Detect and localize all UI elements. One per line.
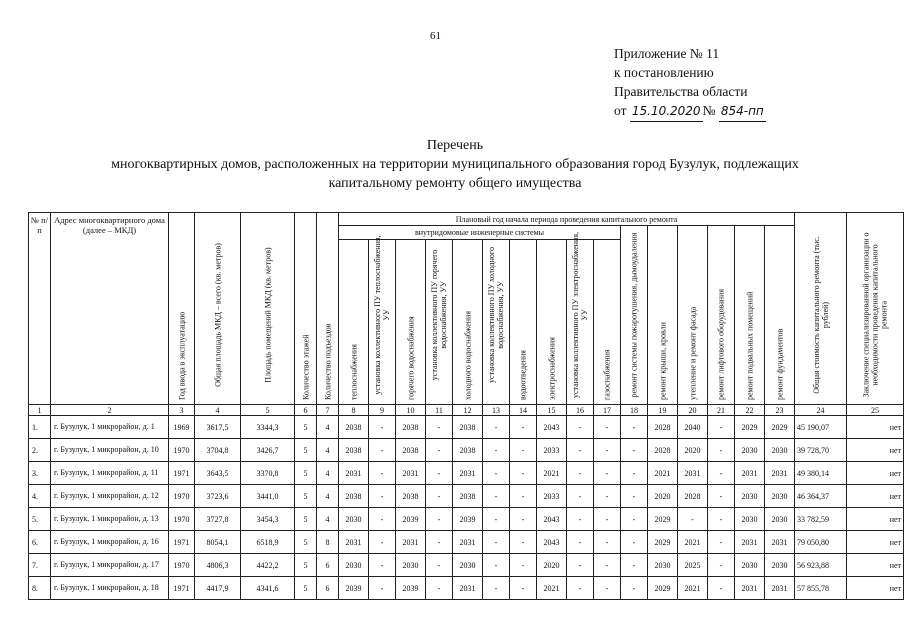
title-line-1: многоквартирных домов, расположенных на территории муниципального образования город Бузулук, подлежащих — [111, 157, 799, 172]
column-number-6: 6 — [295, 405, 317, 416]
table-cell: 2038 — [396, 485, 426, 508]
table-cell: - — [708, 485, 735, 508]
column-number-23: 23 — [765, 405, 795, 416]
table-cell: 1970 — [169, 508, 195, 531]
table-cell: 2038 — [453, 485, 483, 508]
table-cell: 5 — [295, 462, 317, 485]
conclusion-cell: нет — [847, 508, 904, 531]
number-label: № — [702, 103, 716, 118]
cost-cell: 45 190,07 — [795, 416, 847, 439]
column-number-22: 22 — [735, 405, 765, 416]
header-sub-6: установка коллективного ПУ холодного водоснабжения, УУ — [487, 247, 505, 383]
header-sub-2: установка коллективного ПУ теплоснабжения, УУ — [373, 235, 391, 395]
table-cell: - — [708, 531, 735, 554]
table-cell: 2020 — [648, 485, 678, 508]
housing-table — [28, 212, 904, 600]
table-cell: - — [567, 531, 594, 554]
header-conclusion: Заключение специализированной организации о необходимости проведения капитального ремонта — [861, 232, 889, 398]
header-sub-4: установка коллективного ПУ горячего водоснабжения, УУ — [430, 249, 448, 381]
header-foundation: ремонт фундаментов — [775, 328, 784, 400]
table-cell: - — [708, 439, 735, 462]
table-cell: - — [426, 462, 453, 485]
header-facade: утепление и ремонт фасада — [688, 306, 697, 400]
table-cell: 4341,6 — [241, 577, 295, 600]
header-sub-1: теплоснабжения — [349, 344, 358, 400]
table-cell: - — [483, 554, 510, 577]
conclusion-cell: нет — [847, 416, 904, 439]
header-sub-3: горячего водоснабжения — [406, 316, 415, 400]
table-cell: 2033 — [537, 439, 567, 462]
table-cell: 3441,0 — [241, 485, 295, 508]
table-cell: - — [483, 508, 510, 531]
table-cell: - — [621, 416, 648, 439]
table-cell: 2043 — [537, 531, 567, 554]
table-cell: 2030 — [453, 554, 483, 577]
table-cell: 5 — [295, 531, 317, 554]
table-cell: 2038 — [339, 416, 369, 439]
appendix-line-2: к постановлению — [614, 65, 714, 80]
table-cell: 2038 — [453, 416, 483, 439]
table-cell: 2030 — [765, 485, 795, 508]
table-cell: - — [621, 485, 648, 508]
table-cell: 3426,7 — [241, 439, 295, 462]
header-engineering-systems: внутридомовые инженерные системы — [339, 226, 621, 240]
table-cell: - — [621, 531, 648, 554]
table-cell: - — [510, 531, 537, 554]
table-cell: - — [708, 416, 735, 439]
table-cell: - — [594, 554, 621, 577]
table-cell: - — [483, 577, 510, 600]
header-num: № п/п — [29, 213, 51, 405]
table-cell: - — [594, 416, 621, 439]
table-cell: 3344,3 — [241, 416, 295, 439]
table-cell: 2028 — [648, 416, 678, 439]
table-cell: 2031 — [453, 531, 483, 554]
table-cell: - — [426, 531, 453, 554]
table-cell: - — [510, 508, 537, 531]
header-sub-5: холодного водоснабжения — [463, 310, 472, 400]
cost-cell: 39 728,70 — [795, 439, 847, 462]
table-cell: - — [621, 439, 648, 462]
column-number-4: 4 — [195, 405, 241, 416]
table-cell: 2039 — [396, 577, 426, 600]
table-cell: 6 — [317, 577, 339, 600]
table-cell: 2039 — [339, 577, 369, 600]
column-number-3: 3 — [169, 405, 195, 416]
row-number: 8. — [29, 577, 51, 600]
table-cell: 5 — [295, 416, 317, 439]
appendix-date-line — [614, 101, 766, 122]
table-cell: - — [708, 554, 735, 577]
table-cell: - — [483, 485, 510, 508]
header-cost: Общая стоимость капитального ремонта (тыс. рублей) — [811, 236, 830, 394]
table-cell: 4806,3 — [195, 554, 241, 577]
table-cell: 2030 — [765, 439, 795, 462]
table-cell: 2038 — [453, 439, 483, 462]
handwritten-number: 854-пп — [719, 102, 766, 122]
table-cell: 2030 — [735, 439, 765, 462]
address-cell: г. Бузулук, 1 микрорайон, д. 12 — [51, 485, 169, 508]
table-cell: - — [426, 554, 453, 577]
table-cell: 2038 — [339, 485, 369, 508]
table-cell: 5 — [295, 554, 317, 577]
document-title — [40, 136, 870, 193]
table-cell: 2030 — [648, 554, 678, 577]
table-cell: - — [510, 554, 537, 577]
column-number-12: 12 — [453, 405, 483, 416]
table-cell: 4 — [317, 462, 339, 485]
table-cell: - — [594, 439, 621, 462]
column-number-16: 16 — [567, 405, 594, 416]
table-cell: - — [621, 577, 648, 600]
column-number-10: 10 — [396, 405, 426, 416]
table-cell: 2031 — [735, 577, 765, 600]
table-cell: 2029 — [648, 577, 678, 600]
appendix-line-3: Правительства области — [614, 84, 748, 99]
column-number-20: 20 — [678, 405, 708, 416]
cost-cell: 33 782,59 — [795, 508, 847, 531]
table-cell: 2031 — [765, 577, 795, 600]
column-number-5: 5 — [241, 405, 295, 416]
table-cell: 2020 — [678, 439, 708, 462]
table-cell: - — [369, 531, 396, 554]
address-cell: г. Бузулук, 1 микрорайон, д. 11 — [51, 462, 169, 485]
table-cell: - — [567, 508, 594, 531]
appendix-line-1: Приложение № 11 — [614, 46, 720, 61]
table-cell: - — [426, 508, 453, 531]
table-cell: - — [594, 485, 621, 508]
table-cell: 2040 — [678, 416, 708, 439]
table-cell: 4422,2 — [241, 554, 295, 577]
table-row — [29, 554, 904, 577]
housing-table-wrap — [28, 212, 902, 600]
table-cell: 2031 — [339, 531, 369, 554]
column-number-1: 1 — [29, 405, 51, 416]
cost-cell: 46 364,37 — [795, 485, 847, 508]
from-label: от — [614, 103, 627, 118]
column-number-2: 2 — [51, 405, 169, 416]
table-row — [29, 462, 904, 485]
cost-cell: 57 855,78 — [795, 577, 847, 600]
address-cell: г. Бузулук, 1 микрорайон, д. 10 — [51, 439, 169, 462]
table-cell: 2029 — [648, 531, 678, 554]
header-planned-year: Плановый год начала периода проведения капитального ремонта — [339, 213, 795, 226]
row-number: 2. — [29, 439, 51, 462]
table-cell: 1970 — [169, 439, 195, 462]
table-cell: 2021 — [648, 462, 678, 485]
table-cell: - — [567, 416, 594, 439]
header-address: Адрес многоквартирного дома (далее – МКД) — [51, 213, 169, 405]
table-cell: - — [369, 508, 396, 531]
cost-cell: 49 380,14 — [795, 462, 847, 485]
table-cell: 5 — [295, 508, 317, 531]
table-cell: 5 — [295, 577, 317, 600]
table-cell: - — [369, 439, 396, 462]
table-cell: 4417,9 — [195, 577, 241, 600]
table-cell: - — [594, 508, 621, 531]
conclusion-cell: нет — [847, 577, 904, 600]
table-cell: 5 — [295, 485, 317, 508]
table-cell: - — [369, 554, 396, 577]
column-number-13: 13 — [483, 405, 510, 416]
table-cell: - — [369, 577, 396, 600]
header-entrances: Количество подъездов — [323, 323, 332, 400]
header-basement: ремонт подвальных помещений — [745, 291, 754, 400]
table-cell: - — [567, 462, 594, 485]
table-cell: 2021 — [537, 462, 567, 485]
table-cell: 2030 — [765, 508, 795, 531]
table-row — [29, 531, 904, 554]
column-number-14: 14 — [510, 405, 537, 416]
table-cell: 2031 — [735, 531, 765, 554]
table-cell: - — [510, 439, 537, 462]
table-cell: 2039 — [396, 508, 426, 531]
table-cell: 2043 — [537, 416, 567, 439]
table-cell: 1970 — [169, 554, 195, 577]
address-cell: г. Бузулук, 1 микрорайон, д. 1 — [51, 416, 169, 439]
table-cell: 3643,5 — [195, 462, 241, 485]
table-cell: 2030 — [735, 554, 765, 577]
page-number: 61 — [430, 30, 441, 42]
table-cell: 2028 — [678, 485, 708, 508]
table-cell: - — [483, 531, 510, 554]
table-cell: - — [621, 508, 648, 531]
table-cell: - — [567, 439, 594, 462]
title-head: Перечень — [426, 138, 484, 153]
table-cell: - — [510, 462, 537, 485]
table-row — [29, 577, 904, 600]
table-cell: 2031 — [396, 531, 426, 554]
table-cell: - — [678, 508, 708, 531]
table-cell: 2029 — [648, 508, 678, 531]
header-lift: ремонт лифтового оборудования — [716, 288, 726, 400]
row-number: 5. — [29, 508, 51, 531]
cost-cell: 56 923,88 — [795, 554, 847, 577]
table-cell: 2030 — [396, 554, 426, 577]
column-number-21: 21 — [708, 405, 735, 416]
column-number-24: 24 — [795, 405, 847, 416]
address-cell: г. Бузулук, 1 микрорайон, д. 13 — [51, 508, 169, 531]
table-cell: 2031 — [339, 462, 369, 485]
appendix-block — [614, 44, 766, 122]
conclusion-cell: нет — [847, 462, 904, 485]
table-cell: - — [708, 577, 735, 600]
column-number-7: 7 — [317, 405, 339, 416]
table-row — [29, 416, 904, 439]
table-cell: 1971 — [169, 531, 195, 554]
table-cell: 6518,9 — [241, 531, 295, 554]
table-cell: 4 — [317, 485, 339, 508]
table-cell: - — [594, 531, 621, 554]
header-sub-9: установка коллективного ПУ электроснабжения, УУ — [571, 232, 589, 398]
conclusion-cell: нет — [847, 485, 904, 508]
table-cell: - — [483, 462, 510, 485]
table-cell: 5 — [295, 439, 317, 462]
table-cell: 2038 — [396, 416, 426, 439]
table-cell: - — [369, 416, 396, 439]
table-cell: 2021 — [537, 577, 567, 600]
table-cell: - — [594, 462, 621, 485]
table-cell: 2039 — [453, 508, 483, 531]
table-row — [29, 508, 904, 531]
row-number: 3. — [29, 462, 51, 485]
table-cell: 2043 — [537, 508, 567, 531]
table-cell: 1971 — [169, 577, 195, 600]
table-cell: 2021 — [678, 531, 708, 554]
table-cell: 2031 — [765, 462, 795, 485]
title-line-2: капитальному ремонту общего имущества — [328, 176, 582, 191]
table-cell: - — [369, 462, 396, 485]
table-cell: 2028 — [648, 439, 678, 462]
table-cell: 2031 — [453, 577, 483, 600]
table-cell: 3704,8 — [195, 439, 241, 462]
header-premises-area: Площадь помещений МКД (кв. метров) — [263, 247, 272, 383]
table-row — [29, 485, 904, 508]
header-fire: ремонт системы пожаротушения, дымоудаления — [629, 232, 639, 398]
table-cell: - — [594, 577, 621, 600]
table-cell: - — [621, 554, 648, 577]
table-cell: - — [510, 416, 537, 439]
table-cell: 2030 — [735, 485, 765, 508]
table-cell: - — [426, 577, 453, 600]
table-cell: 3617,5 — [195, 416, 241, 439]
table-cell: 2021 — [678, 577, 708, 600]
column-number-25: 25 — [847, 405, 904, 416]
address-cell: г. Бузулук, 1 микрорайон, д. 18 — [51, 577, 169, 600]
header-year: Год ввода в эксплуатацию — [177, 311, 186, 400]
header-total-area: Общая площадь МКД – всего (кв. метров) — [213, 243, 222, 387]
table-cell: 2030 — [735, 508, 765, 531]
table-cell: 2033 — [537, 485, 567, 508]
table-cell: 2038 — [339, 439, 369, 462]
table-cell: - — [708, 462, 735, 485]
table-cell: - — [621, 462, 648, 485]
table-cell: 2031 — [453, 462, 483, 485]
table-cell: - — [426, 439, 453, 462]
header-sub-8: электроснабжения — [547, 337, 556, 400]
table-cell: 2029 — [735, 416, 765, 439]
row-number: 4. — [29, 485, 51, 508]
conclusion-cell: нет — [847, 554, 904, 577]
table-cell: - — [483, 439, 510, 462]
row-number: 1. — [29, 416, 51, 439]
table-cell: 2030 — [339, 554, 369, 577]
table-cell: 1971 — [169, 462, 195, 485]
conclusion-cell: нет — [847, 531, 904, 554]
table-cell: - — [426, 485, 453, 508]
table-cell: 6 — [317, 554, 339, 577]
table-cell: - — [567, 554, 594, 577]
table-cell: - — [567, 485, 594, 508]
cost-cell: 79 050,80 — [795, 531, 847, 554]
column-number-18: 18 — [621, 405, 648, 416]
table-cell: 2031 — [735, 462, 765, 485]
table-cell: 1969 — [169, 416, 195, 439]
address-cell: г. Бузулук, 1 микрорайон, д. 17 — [51, 554, 169, 577]
column-number-17: 17 — [594, 405, 621, 416]
table-cell: 3723,6 — [195, 485, 241, 508]
table-cell: - — [426, 416, 453, 439]
table-row — [29, 439, 904, 462]
table-cell: - — [483, 416, 510, 439]
table-cell: 2029 — [765, 416, 795, 439]
column-number-8: 8 — [339, 405, 369, 416]
handwritten-date: 15.10.2020 — [630, 102, 703, 122]
header-sub-7: водоотведения — [518, 350, 528, 400]
table-cell: 8054,1 — [195, 531, 241, 554]
table-cell: 2030 — [339, 508, 369, 531]
column-number-19: 19 — [648, 405, 678, 416]
row-number: 6. — [29, 531, 51, 554]
table-cell: - — [510, 577, 537, 600]
table-cell: 2031 — [765, 531, 795, 554]
table-cell: 2031 — [396, 462, 426, 485]
table-cell: 2038 — [396, 439, 426, 462]
table-cell: - — [510, 485, 537, 508]
conclusion-cell: нет — [847, 439, 904, 462]
table-cell: 2020 — [537, 554, 567, 577]
table-cell: 2030 — [765, 554, 795, 577]
table-cell: 3454,3 — [241, 508, 295, 531]
table-cell: - — [369, 485, 396, 508]
table-cell: 8 — [317, 531, 339, 554]
table-cell: - — [708, 508, 735, 531]
column-number-11: 11 — [426, 405, 453, 416]
table-cell: 3727,8 — [195, 508, 241, 531]
table-cell: 4 — [317, 416, 339, 439]
table-cell: 1970 — [169, 485, 195, 508]
row-number: 7. — [29, 554, 51, 577]
table-cell: 2025 — [678, 554, 708, 577]
column-number-15: 15 — [537, 405, 567, 416]
header-sub-10: газоснабжения — [602, 349, 612, 400]
header-roof: ремонт крыши, кровли — [658, 322, 667, 400]
table-cell: 4 — [317, 508, 339, 531]
table-cell: 4 — [317, 439, 339, 462]
table-cell: - — [567, 577, 594, 600]
table-cell: 3370,8 — [241, 462, 295, 485]
table-cell: 2031 — [678, 462, 708, 485]
header-floors: Количество этажей — [301, 334, 310, 400]
address-cell: г. Бузулук, 1 микрорайон, д. 16 — [51, 531, 169, 554]
column-number-9: 9 — [369, 405, 396, 416]
